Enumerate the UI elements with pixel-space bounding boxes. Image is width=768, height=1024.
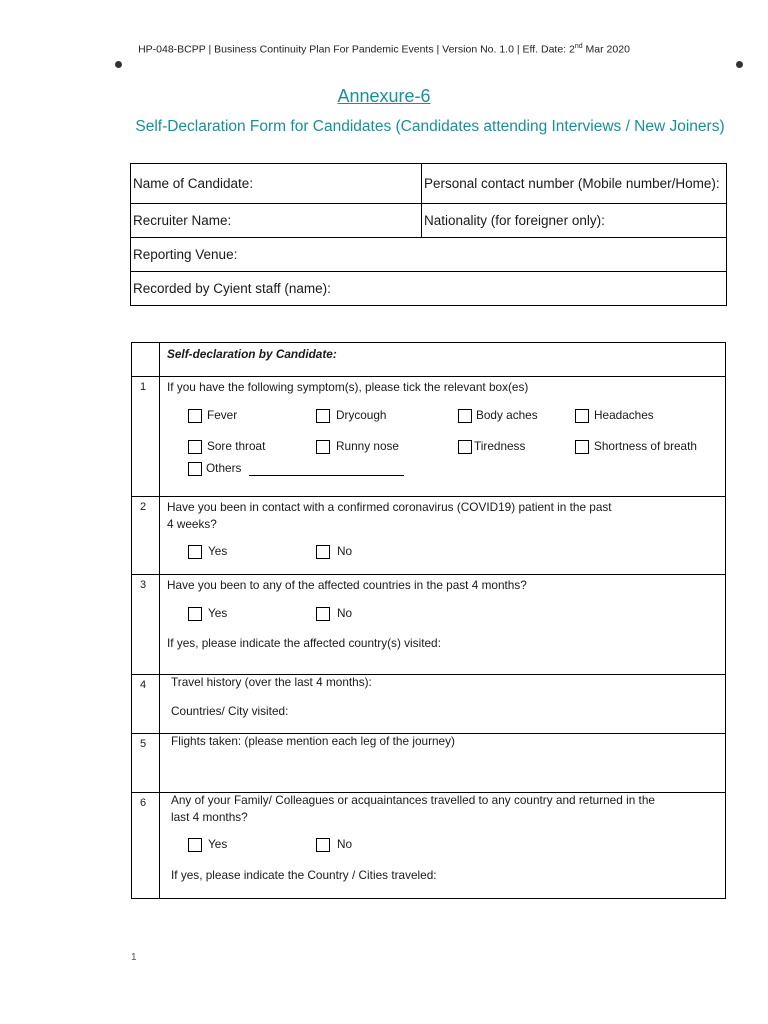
question-3-text: Have you been to any of the affected countries in the past 4 months? — [167, 578, 527, 592]
question-1-text: If you have the following symptom(s), please tick the relevant box(es) — [167, 380, 529, 394]
q3-no-checkbox[interactable] — [316, 607, 330, 621]
q6-yes-label: Yes — [208, 837, 228, 851]
q3-yes-label: Yes — [208, 606, 228, 620]
q6-no-label: No — [337, 837, 353, 851]
others-label: Others — [206, 461, 242, 475]
q3-yes-checkbox[interactable] — [188, 607, 202, 621]
question-2-text-line-2: 4 weeks? — [167, 517, 217, 531]
q6-yes-checkbox[interactable] — [188, 838, 202, 852]
runny-nose-label: Runny nose — [336, 439, 399, 453]
reporting-venue-field[interactable]: Reporting Venue: — [131, 238, 727, 272]
right-bullet-dot — [736, 61, 743, 68]
shortness-of-breath-label: Shortness of breath — [594, 439, 697, 453]
nationality-field[interactable]: Nationality (for foreigner only): — [422, 204, 727, 238]
document-header — [0, 43, 768, 56]
annexure-title: Annexure-6 — [337, 86, 431, 106]
column-divider — [159, 343, 160, 898]
headaches-label: Headaches — [594, 408, 654, 422]
tiredness-label: Tiredness — [474, 439, 526, 453]
q2-no-label: No — [337, 544, 353, 558]
question-2-text-line-1: Have you been in contact with a confirmed coronavirus (COVID19) patient in the past — [167, 500, 612, 514]
body-aches-checkbox[interactable] — [458, 409, 472, 423]
recruiter-name-field[interactable]: Recruiter Name: — [131, 204, 422, 238]
question-5-number: 5 — [140, 738, 147, 750]
self-declaration-table — [131, 342, 726, 899]
body-aches-label: Body aches — [476, 408, 538, 422]
sore-throat-label: Sore throat — [207, 439, 266, 453]
question-4-text: Travel history (over the last 4 months): — [171, 675, 372, 689]
sore-throat-checkbox[interactable] — [188, 440, 202, 454]
question-6-number: 6 — [140, 797, 147, 809]
row-divider — [132, 574, 725, 575]
question-3-followup: If yes, please indicate the affected country(s) visited: — [167, 636, 441, 650]
fever-checkbox[interactable] — [188, 409, 202, 423]
header-text: HP-048-BCPP | Business Continuity Plan For Pandemic Events | Version No. 1.0 | Eff. Date: 2 — [138, 43, 575, 56]
question-6-text-line-1: Any of your Family/ Colleagues or acquaintances travelled to any country and returned in the — [171, 793, 655, 807]
question-4-countries-visited: Countries/ City visited: — [171, 704, 289, 718]
tiredness-checkbox[interactable] — [458, 440, 472, 454]
q2-no-checkbox[interactable] — [316, 545, 330, 559]
recorded-by-field[interactable]: Recorded by Cyient staff (name): — [131, 272, 727, 306]
row-divider — [132, 376, 725, 377]
form-title: Self-Declaration Form for Candidates (Candidates attending Interviews / New Joiners) — [135, 118, 725, 135]
question-2-number: 2 — [140, 501, 147, 513]
q6-no-checkbox[interactable] — [316, 838, 330, 852]
question-4-number: 4 — [140, 679, 147, 691]
q2-yes-label: Yes — [208, 544, 228, 558]
fever-label: Fever — [207, 408, 238, 422]
candidate-info-table — [130, 163, 727, 306]
headaches-checkbox[interactable] — [575, 409, 589, 423]
drycough-checkbox[interactable] — [316, 409, 330, 423]
question-6-followup: If yes, please indicate the Country / Cities traveled: — [171, 868, 437, 882]
shortness-of-breath-checkbox[interactable] — [575, 440, 589, 454]
question-1-number: 1 — [140, 381, 147, 393]
question-6-text-line-2: last 4 months? — [171, 810, 248, 824]
name-of-candidate-field[interactable]: Name of Candidate: — [131, 164, 422, 204]
drycough-label: Drycough — [336, 408, 387, 422]
runny-nose-checkbox[interactable] — [316, 440, 330, 454]
q2-yes-checkbox[interactable] — [188, 545, 202, 559]
declaration-heading: Self-declaration by Candidate: — [167, 347, 337, 361]
page-number: 1 — [131, 952, 137, 963]
q3-no-label: No — [337, 606, 353, 620]
others-checkbox[interactable] — [188, 462, 202, 476]
header-date-superscript: nd — [574, 43, 583, 50]
header-date-month: Mar 2020 — [582, 43, 630, 56]
question-3-number: 3 — [140, 579, 147, 591]
contact-number-field[interactable]: Personal contact number (Mobile number/Home): — [422, 164, 727, 204]
row-divider — [132, 496, 725, 497]
left-bullet-dot — [115, 61, 122, 68]
question-5-text: Flights taken: (please mention each leg of the journey) — [171, 734, 455, 748]
others-input-line[interactable] — [249, 475, 404, 476]
